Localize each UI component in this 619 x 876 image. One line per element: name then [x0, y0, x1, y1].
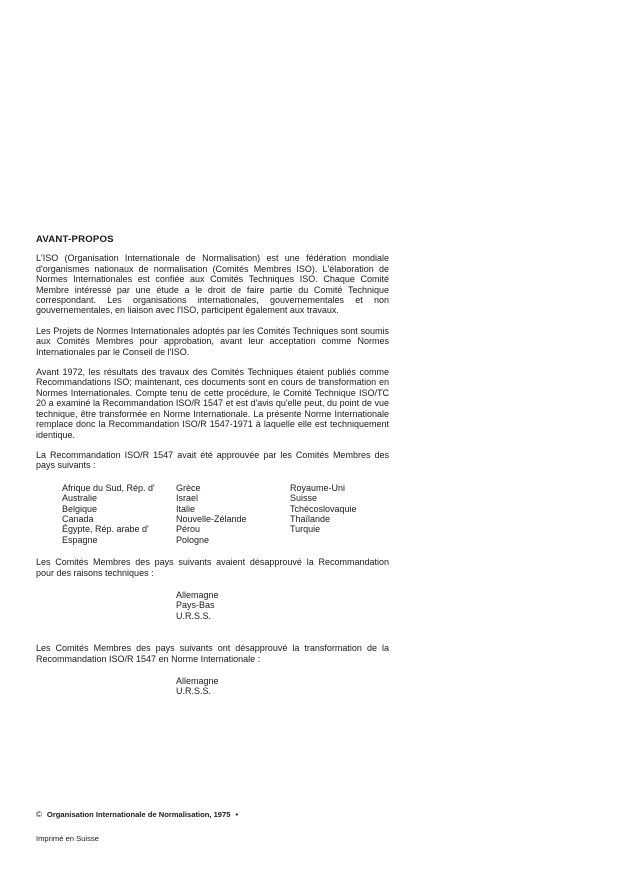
country-item: U.R.S.S.: [176, 686, 212, 697]
paragraph-history: Avant 1972, les résultats des travaux des Comités Techniques étaient publiés comme Recommandations ISO; maintenant, ces documents sont en cours de transformation en Normes Internationales. Compte tenu de cette procédure, le Comité Technique ISO/TC 20 a examiné la Recommandation ISO/R 1547 et est d'avis qu'elle peut, du point de vue technique, être transformée en Norme Internationale. La présente Norme Internationale remplace donc la Recommandation ISO/R 1547-1971 à laquelle elle est techniquement identique.: [36, 367, 389, 440]
country-item: Pologne: [176, 534, 210, 545]
printed-in-text: Imprimé en Suisse: [36, 834, 99, 843]
copyright-line: [36, 810, 238, 819]
country-item: Nouvelle-Zélande: [176, 513, 247, 524]
approving-countries-list: [62, 483, 389, 545]
copyright-text: Organisation Internationale de Normalisation, 1975: [46, 810, 231, 819]
country-item: Turquie: [290, 524, 321, 535]
country-item: Afrique du Sud, Rép. d': [62, 482, 155, 493]
page-footer: [36, 810, 238, 843]
country-item: Égypte, Rép. arabe d': [62, 524, 149, 535]
country-item: Pays-Bas: [176, 600, 215, 611]
country-item: [290, 535, 400, 545]
country-item: Royaume-Uni: [290, 482, 346, 493]
bullet-icon: •: [235, 810, 239, 819]
country-item: Belgique: [62, 503, 98, 514]
paragraph-approval: La Recommandation ISO/R 1547 avait été approuvée par les Comités Membres des pays suivants :: [36, 449, 389, 471]
country-item: Suisse: [290, 493, 318, 504]
country-item: Allemagne: [176, 676, 219, 686]
paragraph-drafts: Les Projets de Normes Internationales adoptés par les Comités Techniques sont soumis aux Comités Membres pour approbation, avant leur acceptation comme Normes Internationales par le Conseil de l'ISO.: [36, 325, 389, 357]
transformation-countries-list: [176, 676, 389, 697]
paragraph-iso-intro: L'ISO (Organisation Internationale de Normalisation) est une fédération mondiale d'organismes nationaux de normalisation (Comités Membres ISO). L'élaboration de Normes Internationales est confiée aux Comités Techniques ISO. Chaque Comité Membre intéressé par une étude a le droit de faire partie du Comité Technique correspondant. Les organisations internationales, gouvernementales et non gouvernementales, en liaison avec l'ISO, participent également aux travaux.: [36, 253, 389, 316]
section-heading: AVANT-PROPOS: [36, 234, 114, 245]
disapproving-countries-list: [176, 590, 389, 621]
paragraph-transformation: Les Comités Membres des pays suivants ont désapprouvé la transformation de la Recommandation ISO/R 1547 en Norme Internationale :: [36, 643, 389, 664]
foreword-section: [36, 235, 389, 707]
country-item: Grèce: [176, 482, 201, 493]
country-item: Allemagne: [176, 589, 219, 600]
country-item: Italie: [176, 503, 196, 514]
country-item: Tchécoslovaquie: [290, 503, 357, 514]
country-item: Israel: [176, 493, 199, 504]
country-item: Canada: [62, 513, 94, 524]
country-item: Pérou: [176, 524, 201, 535]
country-item: Espagne: [62, 534, 98, 545]
country-item: Australie: [62, 493, 98, 504]
country-item: U.R.S.S.: [176, 610, 212, 621]
paragraph-disapproval: Les Comités Membres des pays suivants avaient désapprouvé la Recommandation pour des raisons techniques :: [36, 557, 389, 578]
copyright-icon: ©: [36, 810, 42, 819]
country-item: Thaïlande: [290, 513, 331, 524]
